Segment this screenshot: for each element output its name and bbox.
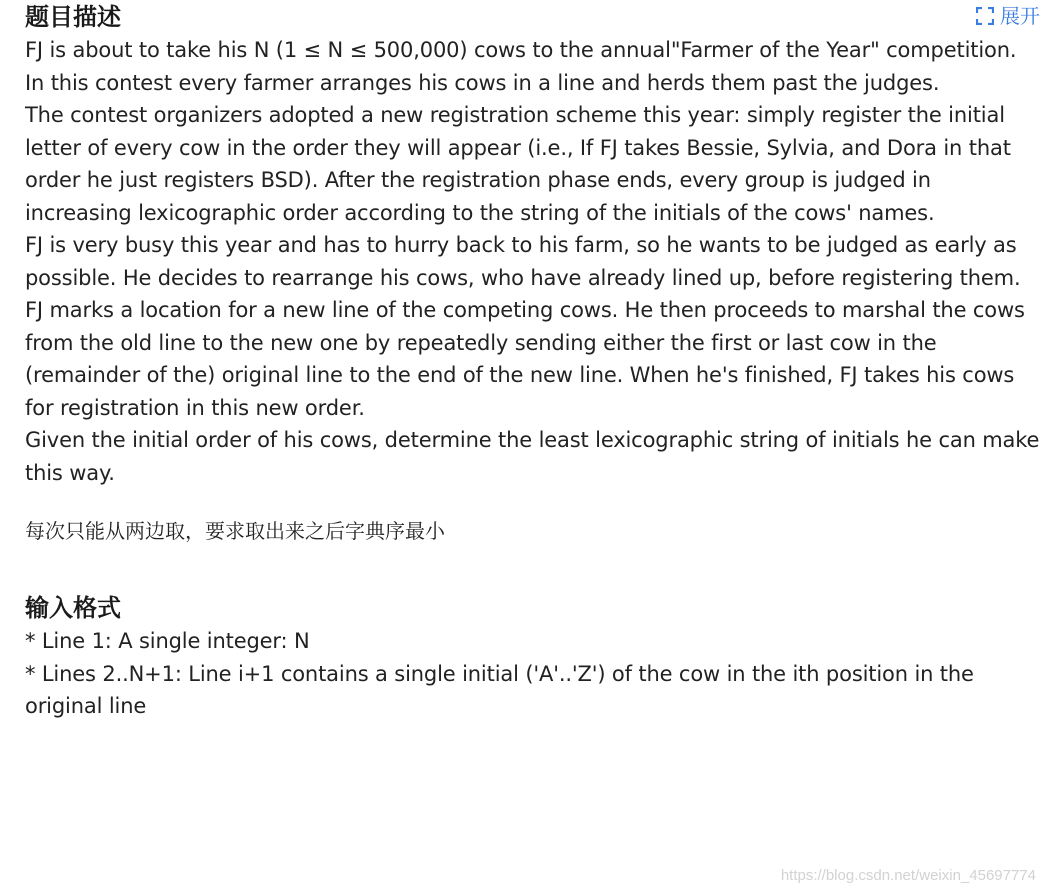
expand-button[interactable] bbox=[976, 3, 1040, 29]
input-format-header bbox=[25, 591, 1040, 625]
description-paragraph-5: Given the initial order of his cows, determine the least lexicographic string of initials he can make this way. bbox=[25, 428, 1040, 485]
input-format-title: 输入格式 bbox=[25, 594, 121, 622]
input-format-line-1: * Line 1: A single integer: N bbox=[25, 629, 310, 653]
description-title: 题目描述 bbox=[25, 3, 121, 31]
watermark: https://blog.csdn.net/weixin_45697774 bbox=[780, 867, 1036, 884]
chinese-note: 每次只能从两边取，要求取出来之后字典序最小 bbox=[25, 519, 445, 543]
problem-page bbox=[25, 0, 1040, 723]
description-paragraph-4: FJ marks a location for a new line of the competing cows. He then proceeds to marshal the cows from the old line to the new one by repeatedly sending either the first or last cow in the (remainder of the) original line to the end of the new line. When he's finished, FJ takes his cows for registration in this new order. bbox=[25, 298, 1025, 420]
description-paragraph-3: FJ is very busy this year and has to hurry back to his farm, so he wants to be judged as early as possible. He decides to rearrange his cows, who have already lined up, before registering them. bbox=[25, 233, 1021, 290]
expand-label: 展开 bbox=[1000, 4, 1040, 28]
description-paragraph-1: FJ is about to take his N (1 ≤ N ≤ 500,000) cows to the annual"Farmer of the Year" competition. In this contest every farmer arranges his cows in a line and herds them past the judges. bbox=[25, 38, 1017, 95]
expand-icon bbox=[976, 7, 994, 25]
description-header bbox=[25, 0, 1040, 34]
description-paragraph-2: The contest organizers adopted a new registration scheme this year: simply register the initial letter of every cow in the order they will appear (i.e., If FJ takes Bessie, Sylvia, and Dora in that order he just registers BSD). After the registration phase ends, every group is judged in increasing lexicographic order according to the string of the initials of the cows' names. bbox=[25, 103, 1011, 225]
input-format-line-2: * Lines 2..N+1: Line i+1 contains a single initial ('A'..'Z') of the cow in the ith position in the original line bbox=[25, 661, 974, 718]
